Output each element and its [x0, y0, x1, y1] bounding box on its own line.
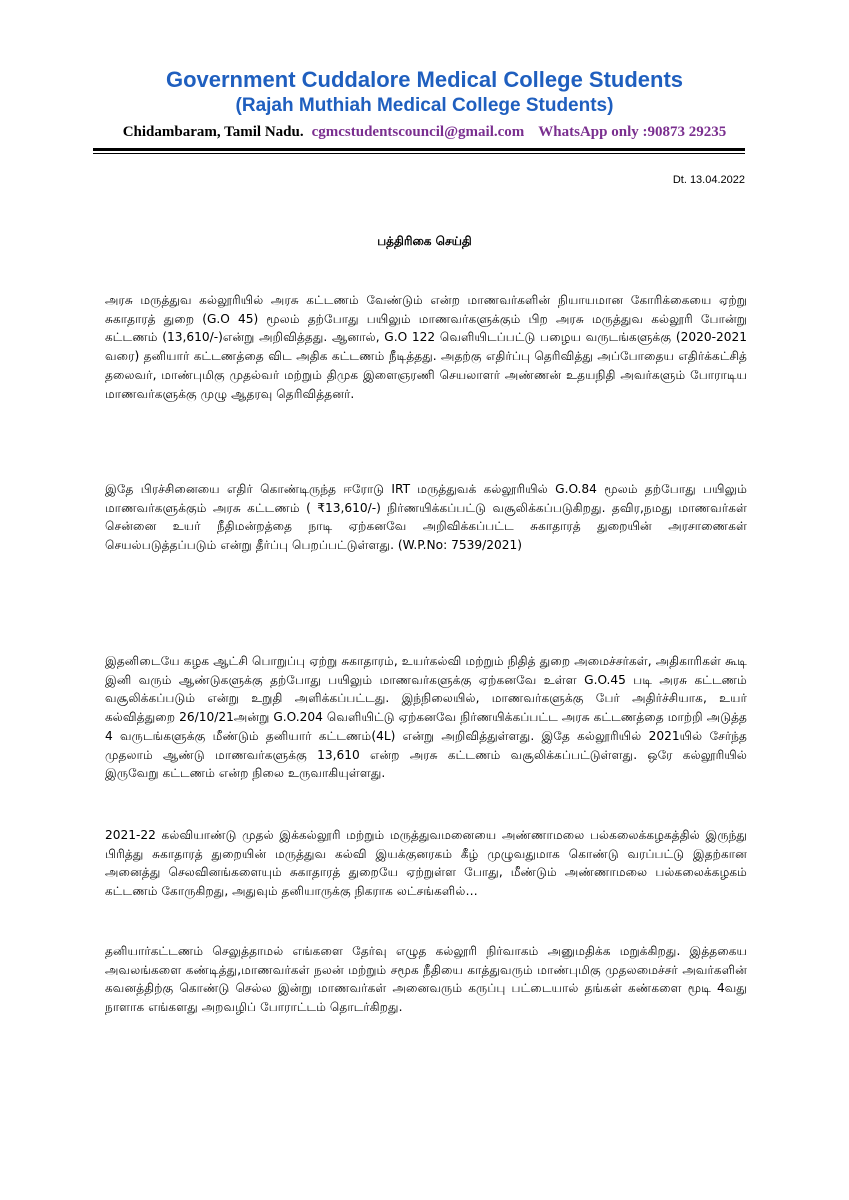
paragraph-3: இதனிடையே கழக ஆட்சி பொறுப்பு ஏற்று சுகாதாரம், உயர்கல்வி மற்றும் நிதித் துறை அமைச்சர்கள், அதிகாரிகள் கூடி இனி வரும் ஆண்டுகளுக்கு தற்போது பயிலும் மாணவர்களுக்கு ஏற்கனவே உள்ள G.O.45 படி அரசு கட்டணம் வசூலிக்கப்படும் என்று உறுதி அளிக்கப்பட்டது. இந்நிலையில், மாணவர்களுக்கு பேர் அதிர்ச்சியாக, உயர் கல்வித்துறை 26/10/21அன்று G.O.204 வெளியிட்டு ஏற்கனவே நிர்ணயிக்கப்பட்ட அரசு கட்டணத்தை மாற்றி அடுத்த 4 வருடங்களுக்கு மீண்டும் தனியார் கட்டணம்(4L) என்று அறிவித்துள்ளது. இதே கல்லூரியில் 2021யில் சேர்ந்த முதலாம் ஆண்டு மாணவர்களுக்கு 13,610 என்ற அரசு கட்டணம் வசூலிக்கப்பட்டுள்ளது. ஒரே கல்லூரியில் இருவேறு கட்டணம் என்ற நிலை உருவாகியுள்ளது.: [105, 654, 747, 781]
college-former-name: (Rajah Muthiah Medical College Students): [235, 95, 614, 116]
paragraph-5: தனியார்கட்டணம் செலுத்தாமல் எங்களை தேர்வு எழுத கல்லூரி நிர்வாகம் அனுமதிக்க மறுக்கிறது. இத்தகைய அவலங்களை கண்டித்து,மாணவர்கள் நலன் மற்றும் சமூக நீதியை காத்துவரும் மாண்புமிகு முதலமைச்சர் அவர்களின் கவனத்திற்கு கொண்டு செல்ல இன்று மாணவர்கள் அனைவரும் கருப்பு பட்டையால் தங்கள் கண்களை மூடி 4வது நாளாக எங்களது அறவழிப் போராட்டம் தொடர்கிறது.: [105, 944, 747, 1015]
email-address: cgmcstudentscouncil@gmail.com: [311, 124, 525, 140]
header-divider-thick: [93, 148, 745, 151]
contact-line: [0, 122, 849, 142]
letterhead: [0, 66, 849, 142]
document-date: Dt. 13.04.2022: [672, 174, 745, 186]
press-release-heading: பத்திரிகை செய்தி: [377, 234, 472, 248]
whatsapp-label: WhatsApp: [538, 124, 608, 140]
header-divider-thin: [93, 153, 745, 154]
paragraph-4: 2021-22 கல்வியாண்டு முதல் இக்கல்லூரி மற்றும் மருத்துவமனையை அண்ணாமலை பல்கலைக்கழகத்தில் இருந்து பிரித்து சுகாதாரத் துறையின் மருத்துவ கல்வி இயக்குனரகம் கீழ் முழுவதுமாக கொண்டு வரப்பட்டு இதற்கான அனைத்து செலவினங்களையும் சுகாதாரத் துறையே ஏற்றுள்ள போது, மீண்டும் அண்ணாமலை பல்கலைக்கழகம் கட்டணம் கோருகிறது, அதுவும் தனியாருக்கு நிகராக லட்சங்களில்…: [105, 828, 747, 899]
college-name-title: Government Cuddalore Medical College Students: [165, 67, 684, 92]
location-text: Chidambaram, Tamil Nadu.: [122, 124, 304, 140]
paragraph-1: அரசு மருத்துவ கல்லூரியில் அரசு கட்டணம் வேண்டும் என்ற மாணவர்களின் நியாயமான கோரிக்கையை ஏற்று சுகாதாரத் துறை (G.O 45) மூலம் தற்போது பயிலும் மாணவர்களுக்கும் பிற அரசு மருத்துவ கல்லூரி போன்று கட்டணம் (13,610/-)என்று அறிவித்தது. ஆனால், G.O 122 வெளியிடப்பட்டு பழைய வருடங்களுக்கு (2020-2021 வரை) தனியார் கட்டணத்தை விட அதிக கட்டணம் நீடித்தது. அதற்கு எதிர்ப்பு தெரிவித்து அப்போதைய எதிர்க்கட்சித் தலைவர், மாண்புமிகு முதல்வர் மற்றும் திமுக இளைஞரணி செயலாளர் அண்ணன் உதயநிதி அவர்களும் போராடிய மாணவர்களுக்கு முழு ஆதரவு தெரிவித்தனர்.: [105, 293, 747, 401]
whatsapp-number: only :90873 29235: [607, 124, 727, 140]
paragraph-2: இதே பிரச்சினையை எதிர் கொண்டிருந்த ஈரோடு IRT மருத்துவக் கல்லூரியில் G.O.84 மூலம் தற்போது பயிலும் மாணவர்களுக்கும் அரசு கட்டணம் ( ₹13,610/-) நிர்ணயிக்கப்பட்டு வசூலிக்கப்படுகிறது. தவிர,நமது மாணவர்கள் சென்னை உயர் நீதிமன்றத்தை நாடி ஏற்கனவே அறிவிக்கப்பட்ட சுகாதாரத் துறையின் அரசாணைகள் செயல்படுத்தப்படும் என்று தீர்ப்பு பெறப்பட்டுள்ளது. (W.P.No: 7539/2021): [105, 482, 747, 553]
